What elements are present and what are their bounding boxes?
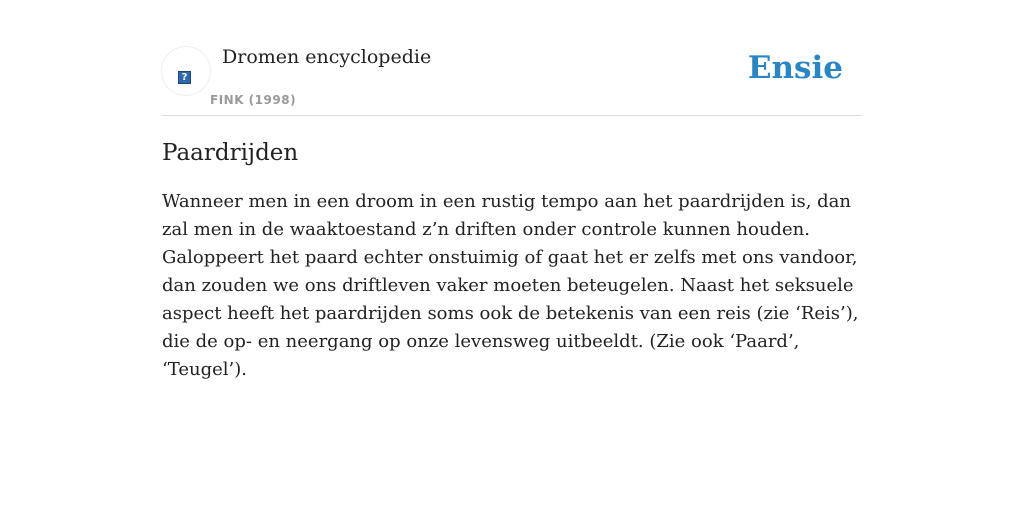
entry-header (162, 40, 862, 116)
entry-body: Wanneer men in een droom in een rustig tempo aan het paardrijden is, dan zal men in de waaktoestand z’n driften onder controle kunnen houden. Galoppeert het paard echter onstuimig of gaat het er zelfs met ons vandoor, dan zouden we ons driftleven vaker moeten beteugelen. Naast het seksuele aspect heeft het paardrijden soms ook de betekenis van een reis (zie ‘Reis’), die de op- en neergang op onze levensweg uitbeeldt. (Zie ook ‘Paard’, ‘Teugel’). (162, 191, 859, 380)
book-thumbnail[interactable] (162, 47, 210, 95)
ensie-logo[interactable]: Ensie (747, 50, 843, 86)
book-source: FINK (1998) (210, 93, 297, 107)
question-mark-book-icon: ? (178, 71, 191, 84)
entry-card (162, 40, 862, 384)
entry-title: Paardrijden (162, 140, 299, 166)
book-title[interactable]: Dromen encyclopedie (222, 46, 432, 68)
